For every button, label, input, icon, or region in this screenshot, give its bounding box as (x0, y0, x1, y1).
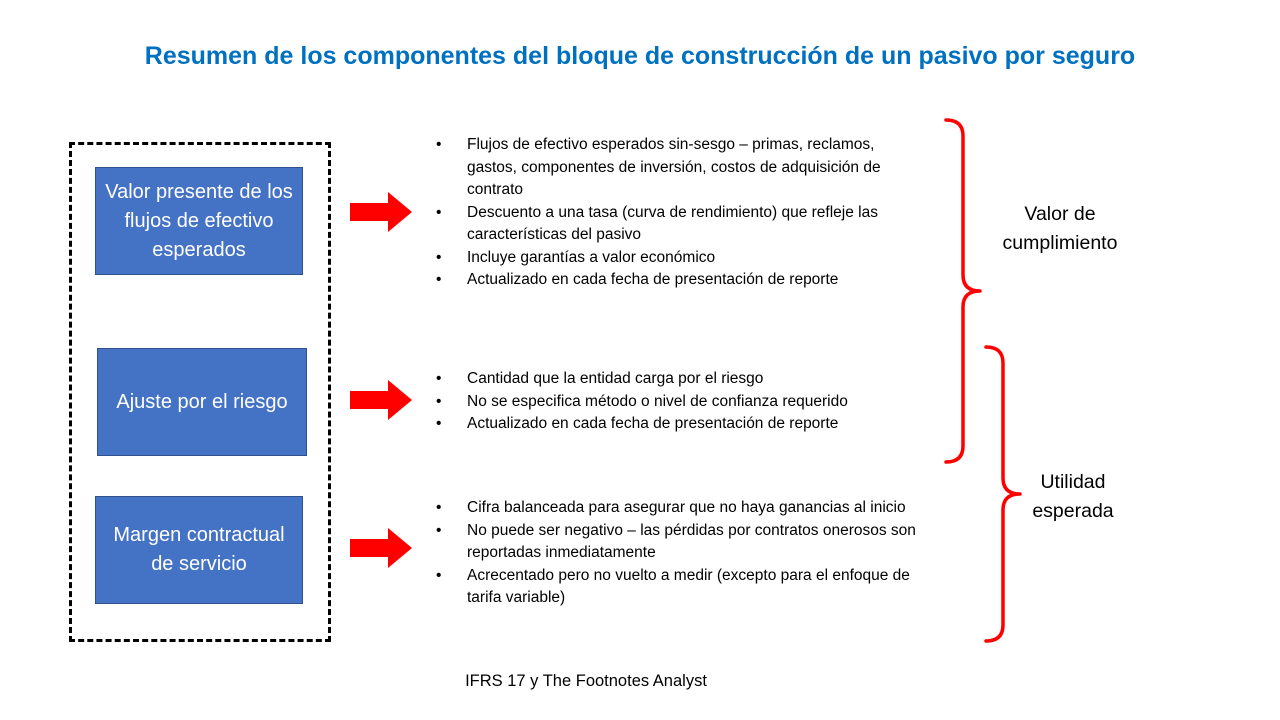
fulfilment-value-label: Valor de cumplimiento (1002, 203, 1118, 254)
contractual-service-margin-box (95, 496, 303, 604)
bullet-item: • Descuento a una tasa (curva de rendimiento) que refleje las características del pasivo (436, 202, 916, 247)
bullet-item: • Actualizado en cada fecha de presentación de reporte (436, 413, 916, 436)
present-value-box (95, 167, 303, 275)
contractual-service-margin-bullet-list (436, 497, 916, 610)
present-value-label: Valor presente de los flujos de efectivo esperados (105, 180, 293, 261)
present-value-bullet-list (436, 134, 916, 292)
risk-adjustment-box (97, 348, 307, 456)
right-arrow-icon (350, 192, 412, 232)
risk-adjustment-bullet-list (436, 368, 916, 436)
bullet-item: • Acrecentado pero no vuelto a medir (excepto para el enfoque de tarifa variable) (436, 565, 916, 610)
right-arrow-icon (350, 528, 412, 568)
bullet-item: • Cantidad que la entidad carga por el riesgo (436, 368, 916, 391)
bullet-item: • Cifra balanceada para asegurar que no haya ganancias al inicio (436, 497, 916, 520)
right-arrow-icon (350, 380, 412, 420)
bullet-item: • Incluye garantías a valor económico (436, 247, 916, 270)
bullet-item: • No se especifica método o nivel de confianza requerido (436, 391, 916, 414)
bullet-item: • No puede ser negativo – las pérdidas por contratos onerosos son reportadas inmediatamente (436, 520, 916, 565)
bullet-item: • Flujos de efectivo esperados sin-sesgo – primas, reclamos, gastos, componentes de inversión, costos de adquisición de contrato (436, 134, 916, 202)
risk-adjustment-label: Ajuste por el riesgo (116, 390, 288, 413)
bullet-item: • Actualizado en cada fecha de presentación de reporte (436, 269, 916, 292)
contractual-service-margin-label: Margen contractual de servicio (113, 524, 285, 575)
page-title: Resumen de los componentes del bloque de construcción de un pasivo por seguro (144, 42, 1136, 70)
source-caption: IFRS 17 y The Footnotes Analyst (465, 672, 707, 690)
expected-profit-label: Utilidad esperada (1032, 471, 1114, 522)
